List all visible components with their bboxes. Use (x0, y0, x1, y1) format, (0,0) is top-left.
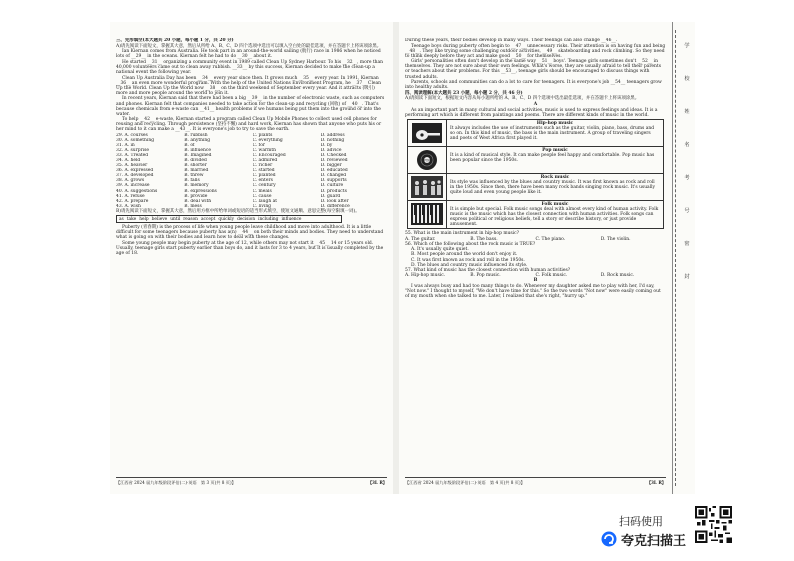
cloze-option[interactable]: C. living (252, 203, 272, 209)
reading-intro-b: I was always busy and had too many things to do. Whenever my daughter asked me to play with her, I'd say, "Not now." I thought to myself, "We don't have time for this." So the two words "Not now" were easily coming out of my mouth when she talked to me. Later, I realized that she's right, "hurry up." (405, 283, 661, 300)
cloze-option[interactable]: B. divided (184, 158, 207, 164)
word-box-item: quickly (218, 216, 235, 222)
cloze-option[interactable]: 31. A. in (116, 143, 135, 149)
word-box-item: take (126, 216, 137, 222)
cloze-option[interactable]: D. Checked (320, 153, 347, 159)
cloze-option[interactable]: C. century (252, 183, 276, 189)
genre-title: Rock music (540, 174, 570, 180)
section4-instructions: A)请阅读下面短文，根据短文内容从每小题所给的 A、B、C、D 四个选项中选出最佳选项，并在答题卡上将该项涂黑。 (405, 96, 640, 102)
binding-margin-char: 学 (684, 43, 690, 49)
cloze-option[interactable]: 41. A. refuse (116, 193, 145, 199)
cloze-option[interactable]: B. of (184, 143, 195, 149)
cloze-option[interactable]: 29. A. courses (116, 133, 148, 138)
cloze-option[interactable]: C. everything (252, 138, 283, 144)
cloze-option[interactable]: 42. A. prepare (116, 198, 149, 204)
option[interactable]: B. The bass. (470, 236, 498, 242)
cloze-option[interactable]: B. mess (184, 203, 202, 209)
cloze-option[interactable]: B. Imagined (184, 153, 212, 159)
scan-brand: 夸克扫描王 (621, 534, 687, 549)
binding-margin-char: 封 (684, 274, 690, 280)
section3-sub-b: B)请先阅读下面短文，掌握其大意，然后用方框中所给单词或短语的适当形式填空，使短文通顺、意思完整(每空限填一词)。 (116, 208, 360, 214)
genre-title: Pop music (542, 147, 568, 153)
footer-code: 【3L R】 (646, 480, 666, 485)
cloze-option[interactable]: 30. A. something (116, 138, 155, 144)
cloze-paragraph: He started __31__ organizing a community event in 1989 called Clean Up Sydney Harbour. To his __32__, more than 40,000 volunteers came out to clean away rubbish. __33__ by this success, Kiernan decided to make the clean-up a national event the following year. (116, 59, 384, 76)
genre-row-hiphop (408, 120, 663, 146)
passage-b-paragraph: Teenage boys during puberty often begin to __47__ unnecessary risks. Their attention is on having fun and being __48__. They like trying some challenging outdoor activities, __49__ skateboarding and rock climbing. So they need to think deeply before they act and make good __50__ for themselves. (405, 43, 666, 59)
cloze-paragraph: Clean Up Australia Day has been __34__ every year since then. It grows much __35__ every year. In 1991, Kiernan __36__ an even more wonderful program. With the help of the United Nations Environment Program, he __37__ Clean Up the World. Clean Up the World now __38__ on the third weekend of September every year. And it attracts (吸引) more and more people around the world to join it. (116, 75, 381, 96)
cloze-option[interactable]: B. threw (184, 173, 204, 179)
cloze-option[interactable]: D. educated (320, 168, 348, 174)
section3-title: 三、完形填空(本大题共 20 小题，每小题 1 分，共 20 分) (116, 38, 234, 43)
qr-code-icon[interactable] (695, 506, 732, 543)
option[interactable]: C. It was first known as rock and roll in the 1950s. (411, 257, 525, 263)
cloze-option[interactable]: B. anything (184, 138, 211, 144)
binding-margin (672, 22, 695, 494)
cloze-option[interactable]: 32. A. surprise (116, 148, 150, 154)
cloze-option[interactable]: D. by (320, 143, 333, 149)
genre-description: It always includes the use of instruments such as the guitar, violin, piano, bass, drums and so on. In this kind of music, the bass is the main instrument. A group of traveling singers and poets of West Africa first played it. (450, 125, 655, 141)
word-box-item: accept (200, 216, 216, 222)
cloze-option[interactable]: C. enters (252, 178, 273, 184)
word-box-item: influence (281, 216, 302, 222)
concert-icon (408, 174, 447, 200)
genre-description: Its style was influenced by the blues and country music. It was first known as rock and roll in the 1950s. Since then, there have been many rock bands singing rock music. It's usually quite loud and even young people like it. (450, 179, 656, 195)
cloze-option[interactable]: D. look after (320, 198, 349, 204)
cloze-option[interactable]: B. influence (184, 148, 212, 154)
scan-label: 扫码使用 (619, 515, 663, 528)
footer-code: 【3L R】 (367, 480, 387, 485)
word-box-item: until (170, 216, 181, 222)
section3-instructions: A)请先阅读下面短文，掌握其大意，然后从所给 A、B、C、D 四个选项中选出可以填入空白处的最佳选项，并在答题卡上将该项涂黑。 (116, 43, 382, 49)
passage-b-paragraph: Girls' personalities often don't develop in the same way __51__ boys'. Teenage girls sometimes don't __52__ in themselves. They are not sure about their own feelings. What's worse, they are usually afraid to tell their parents or teachers about their problems. For this __53__, teenage girls should be encouraged to discuss things with trusted adults. (405, 59, 661, 80)
binding-margin-char: 号 (684, 208, 690, 214)
cloze-option[interactable]: B. falls (184, 178, 200, 184)
cloze-option[interactable]: D. products (320, 188, 347, 194)
passage-b-paragraph: Parents, schools and communities can do a lot to care for teenagers. It is everyone's job __54__ teenagers grow into healthy adults. (405, 80, 662, 91)
cloze-option[interactable]: C. for (252, 143, 265, 149)
question-56: 56. Which of the following about the rock music is TRUE? (405, 241, 536, 247)
cloze-option[interactable]: C. laugh at (252, 198, 278, 204)
option[interactable]: D. The violin. (600, 236, 631, 242)
word-box-item: decision (237, 216, 256, 222)
cloze-option[interactable]: 38. A. grows (116, 178, 145, 184)
question-55: 55. What is the main instrument in hip-hop music? (405, 231, 519, 237)
option[interactable]: D. Rock music. (600, 273, 635, 279)
cloze-option[interactable]: 43. A. wish (116, 203, 141, 209)
cloze-option[interactable]: C. Encouraged (252, 153, 286, 159)
genre-title: Folk music (541, 201, 569, 207)
cloze-option[interactable]: D. culture (320, 183, 344, 189)
genre-row-rock (408, 173, 663, 200)
cloze-option[interactable]: B. deal with (184, 198, 212, 204)
cloze-option[interactable]: D. nothing (320, 138, 345, 144)
genre-row-folk (408, 200, 663, 228)
cloze-option[interactable]: D. address (320, 133, 345, 138)
passage-letter-a: A (533, 102, 538, 108)
word-box-item: help (139, 216, 149, 222)
exam-page-right (399, 22, 672, 494)
question-57: 57. What kind of music has the closest connection with human activities? (405, 267, 571, 273)
option[interactable]: A. It's usually quite quiet. (411, 247, 469, 253)
word-box-item: believe (151, 216, 168, 222)
page-right-footer (405, 477, 666, 486)
option[interactable]: C. The piano. (535, 236, 566, 242)
binding-margin-labels (682, 30, 692, 294)
option[interactable]: D. The blues and country music influenced its style. (411, 262, 528, 268)
cloze-option[interactable]: 34. A. held (116, 158, 141, 164)
cloze-option[interactable]: 40. A. suggestions (116, 188, 158, 194)
scanner-logo-icon (601, 531, 617, 547)
cloze-option[interactable]: D. difference (320, 203, 350, 209)
cloze-paragraph: In recent years, Kiernan said that there had been a big __39__ in the number of electronic waste, such as computers and phones. Kiernan felt that companies needed to take action for the clean-up and recycling (回收) of __40__. That's because chemicals from e-waste can __41__ health problems if we humans being put them into the ground or into the water. (116, 96, 385, 117)
cloze-option[interactable]: D. guard (320, 193, 341, 199)
cloze-option[interactable]: B. rubbish (184, 133, 208, 138)
cloze-options (116, 133, 387, 209)
exam-page-left (110, 22, 393, 494)
cloze-paragraph: Ian Kiernan comes from Australia. He took part in an around-the-world sailing (航行) race in 1986 when he noticed lots of __29__ in the oceans. Kiernan felt he had to do __30__ about it. (116, 49, 381, 60)
binding-margin-char: 校 (684, 76, 690, 82)
option[interactable]: B. Most people around the world don't enjoy it. (411, 252, 518, 258)
svg-text:POP: POP (423, 158, 431, 163)
cloze-option[interactable]: D. reviewed (320, 158, 348, 164)
cloze-option[interactable]: 35. A. heavier (116, 163, 148, 169)
cloze-option[interactable]: C. richer (252, 163, 273, 169)
option[interactable]: A. The guitar. (405, 236, 436, 242)
reading-intro-a: As an important part in many cultural and social activities, music is used to express feelings and ideas. It is a performing art which is different from paintings and poems. There are different kinds of music in the world. (405, 107, 658, 118)
cloze-option[interactable]: C. warmth (252, 148, 276, 154)
cloze-option[interactable]: D. changed (320, 173, 347, 179)
cloze-option[interactable]: B. provide (184, 193, 208, 199)
passage-b-paragraph: During these years, their bodies develop in many ways. Their feelings can also change __46__. (405, 38, 618, 43)
binding-margin-char: 名 (684, 142, 690, 148)
genre-row-pop (408, 146, 663, 173)
record-icon (408, 147, 447, 173)
music-genres-table (407, 119, 664, 229)
word-box-item: including (258, 216, 279, 222)
cloze-option[interactable]: C. planted (252, 173, 276, 179)
seal-line (675, 30, 676, 486)
page-left-footer (116, 477, 387, 486)
cloze-option[interactable]: B. shorter (184, 163, 207, 169)
genre-description: It is simple but special. Folk music songs deal with almost every kind of human activity. Folk music is the music which has the closest connection with human activities. Folk songs can express political or religious beliefs, tell a story or describe history, or just provide amusement. (450, 206, 659, 228)
cloze-option[interactable]: C. plants (252, 133, 273, 138)
cloze-option[interactable]: C. cause (252, 193, 272, 199)
guitar-icon (408, 120, 447, 146)
footer-exam-name: 【江西省 2024 届九年级阶段评估(二)·英语 第 3 页(共 8 页)】 (116, 480, 236, 485)
binding-margin-char: 考 (684, 175, 690, 181)
genre-description: It is a kind of musical style. It can make people feel happy and comfortable. Pop music has been popular since the 1950s. (450, 152, 655, 163)
word-box-item: reason (183, 216, 198, 222)
cloze-option[interactable]: C. meals (252, 188, 272, 194)
option[interactable]: A. Hip-hop music. (405, 273, 446, 279)
cloze-option[interactable]: B. memory (184, 183, 209, 189)
section4-title: 四、阅读理解(本大题共 23 小题，每小题 2 分，共 46 分) (405, 90, 523, 96)
cloze-paragraph: To help __42__ e-waste, Kiernan started a program called Clean Up Mobile Phones to collect used cell phones for reusing and recycling. Through persistence (坚持不懈) and hard work, Kiernan has shown that anyone who puts his or her mind to it can make a __43__. It is everyone's job to try to save the earth. (116, 117, 382, 133)
footer-exam-name: 【江西省 2024 届九年级阶段评估(二)·英语 第 4 页(共 8 页)】 (405, 480, 525, 485)
page-left-content (116, 38, 387, 470)
passage-b-paragraph: Puberty (青春期) is the process of life when young people leave childhood and move into adulthood. It is a little difficult for some teenagers because puberty has a(n) __44__ on both their minds and bodies. They need to understand what is going on with their bodies and learn how to deal with these changes. (116, 225, 384, 241)
folk-icon (408, 201, 447, 228)
cloze-option[interactable]: 36. A. expressed (116, 168, 154, 174)
passage-b-paragraph: Some young people may begin puberty at the age of 12, while others may not start it __45__ 14 or 15 years old. Usually, teenage girls start puberty earlier than boys do, and it lasts for 3 to 4 years, but it is usually completed by the age of 18. (116, 241, 384, 257)
word-box (116, 215, 342, 224)
cloze-option[interactable]: 39. A. increase (116, 183, 150, 189)
binding-margin-char: 姓 (684, 109, 690, 115)
page-right-content (405, 38, 666, 470)
genre-title: Hip-hop music (536, 120, 574, 126)
cloze-option[interactable]: 37. A. developed (116, 173, 154, 179)
cloze-option[interactable]: C. admired (252, 158, 278, 164)
cloze-option[interactable]: 33. A. Treated (116, 153, 149, 159)
option[interactable]: B. Pop music. (470, 273, 501, 279)
passage-letter-b: B (533, 278, 538, 284)
cloze-option[interactable]: D. bigger (320, 163, 342, 169)
cloze-option[interactable]: C. started (252, 168, 275, 174)
cloze-option[interactable]: D. supports (320, 178, 347, 184)
option[interactable]: C. Folk music. (535, 273, 568, 279)
binding-margin-char: 密 (684, 241, 690, 247)
question-56-options (405, 247, 666, 267)
cloze-option[interactable]: B. married (184, 168, 209, 174)
cloze-option[interactable]: B. expressions (184, 188, 217, 194)
cloze-option[interactable]: D. advice (320, 148, 342, 154)
word-box-item: as (119, 216, 124, 222)
